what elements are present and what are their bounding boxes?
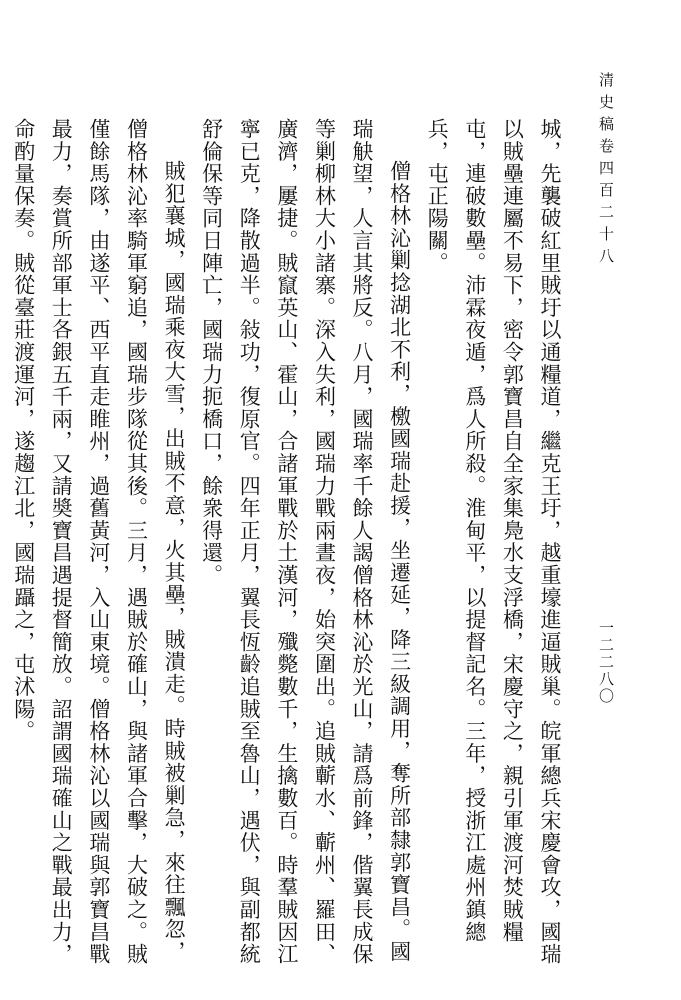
- page-number: 一二二八〇: [597, 620, 615, 705]
- paragraph-2: 僧格林沁剿捻湖北不利，檄國瑞赴援，坐遷延，降三級調用，奪所部隸郭寶昌。國瑞觖望，人言其將反。八月，國瑞率千餘人謁僧格林沁於光山，請爲前鋒，偕翼長成保等剿柳林大小諸寨。深入失利，國瑞力戰兩晝夜，始突圍出。追賊蘄水、蘄州、羅田、廣濟，屢捷。賊竄英山、霍山，合諸軍戰於土漢河，殲斃數千，生擒數百。時羣賊因江寧已克，降散過半。敍功，復原官。四年正月，翼長恆齡追賊至魯山，遇伏，與副都統舒倫保等同日陣亡，國瑞力扼橋口，餘衆得還。: [199, 118, 412, 966]
- running-header: [596, 72, 616, 270]
- paragraph-3: 賊犯襄城，國瑞乘夜大雪，出賊不意，火其壘，賊潰走。時賊被剿急，來往飄忽，僧格林沁率騎軍窮追，國瑞步隊從其後。三月，遇賊於確山，與諸軍合擊，大破之。賊僅餘馬隊，由遂平、西平直走睢州，過舊黃河，入山東境。僧格林沁以國瑞與郭寶昌戰最力，奏賞所部軍士各銀五千兩，又請奬寶昌遇提督簡放。詔謂國瑞確山之戰最出力，命酌量保奏。賊從臺莊渡運河，遂趨江北，國瑞躡之，屯沭陽。: [11, 118, 187, 966]
- paragraph-4: [0, 118, 4, 970]
- body-text: [11, 118, 568, 970]
- paragraph-1: 城，先襲破紅里賊圩以通糧道，繼克王圩，越重壕進逼賊巢。皖軍總兵宋慶會攻，國瑞以賊壘連屬不易下，密令郭寶昌自全家集鳧水支浮橋，宋慶守之，親引軍渡河焚賊糧屯，連破數壘。沛霖夜遁，爲人所殺。淮甸平，以提督記名。三年，授浙江處州鎮總兵，屯正陽關。: [425, 118, 562, 966]
- book-title: 清史稿卷四百二十八: [597, 72, 615, 270]
